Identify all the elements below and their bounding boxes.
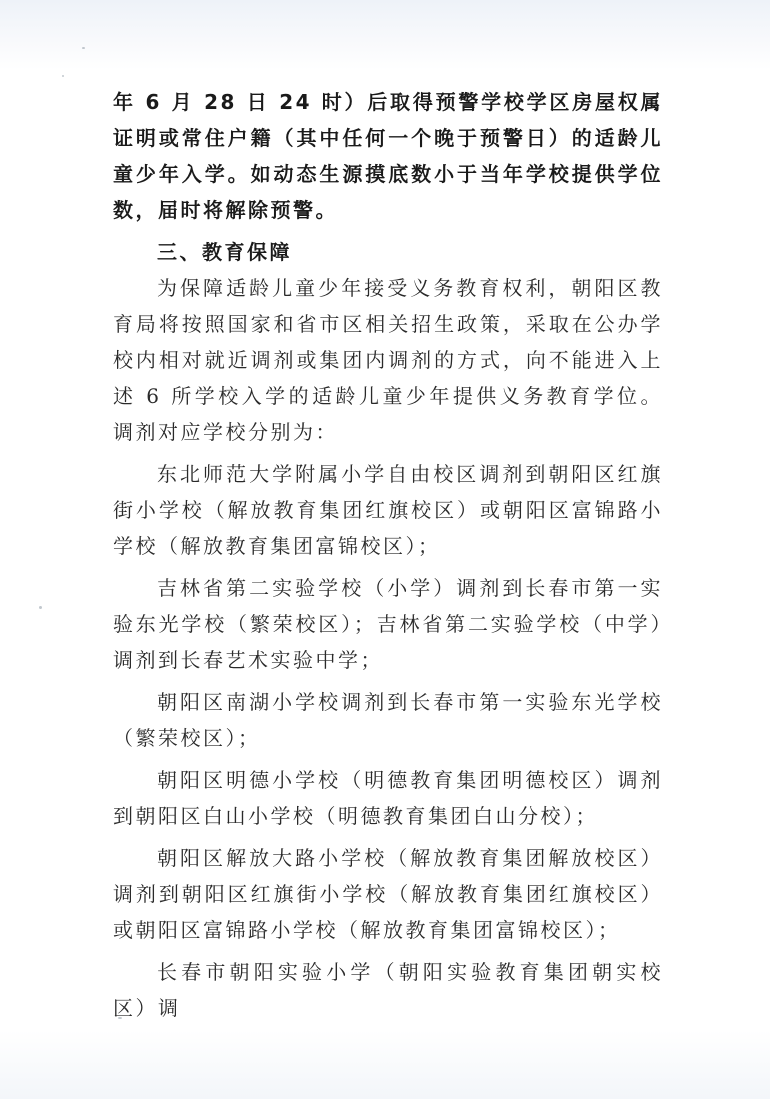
reassignment-item: 朝阳区南湖小学校调剂到长春市第一实验东光学校（繁荣校区）；	[113, 690, 663, 750]
reassignment-item: 朝阳区解放大路小学校（解放教育集团解放校区）调剂到朝阳区红旗街小学校（解放教育集团红旗校区）或朝阳区富锦路小学校（解放教育集团富锦校区）；	[113, 846, 663, 942]
scan-speck	[82, 47, 85, 49]
reassignment-item: 长春市朝阳实验小学（朝阳实验教育集团朝实校区）调	[113, 960, 663, 1020]
section-heading: 三、教育保障	[157, 240, 292, 264]
document-body	[113, 84, 663, 1026]
reassignment-item: 朝阳区明德小学校（明德教育集团明德校区）调剂到朝阳区白山小学校（明德教育集团白山分校）；	[113, 768, 663, 828]
scan-speck	[62, 75, 64, 77]
warning-clause-paragraph: 年 6 月 28 日 24 时）后取得预警学校学区房屋权属证明或常住户籍（其中任何一个晚于预警日）的适龄儿童少年入学。如动态生源摸底数小于当年学校提供学位数，届时将解除预警。	[113, 90, 663, 222]
intro-paragraph: 为保障适龄儿童少年接受义务教育权利，朝阳区教育局将按照国家和省市区相关招生政策，采取在公办学校内相对就近调剂或集团内调剂的方式，向不能进入上述 6 所学校入学的适龄儿童少年提供义务教育学位。调剂对应学校分别为：	[113, 276, 663, 444]
reassignment-item: 东北师范大学附属小学自由校区调剂到朝阳区红旗街小学校（解放教育集团红旗校区）或朝阳区富锦路小学校（解放教育集团富锦校区）；	[113, 462, 663, 558]
scan-speck	[39, 606, 42, 609]
reassignment-item: 吉林省第二实验学校（小学）调剂到长春市第一实验东光学校（繁荣校区）；吉林省第二实验学校（中学）调剂到长春艺术实验中学；	[113, 576, 663, 672]
